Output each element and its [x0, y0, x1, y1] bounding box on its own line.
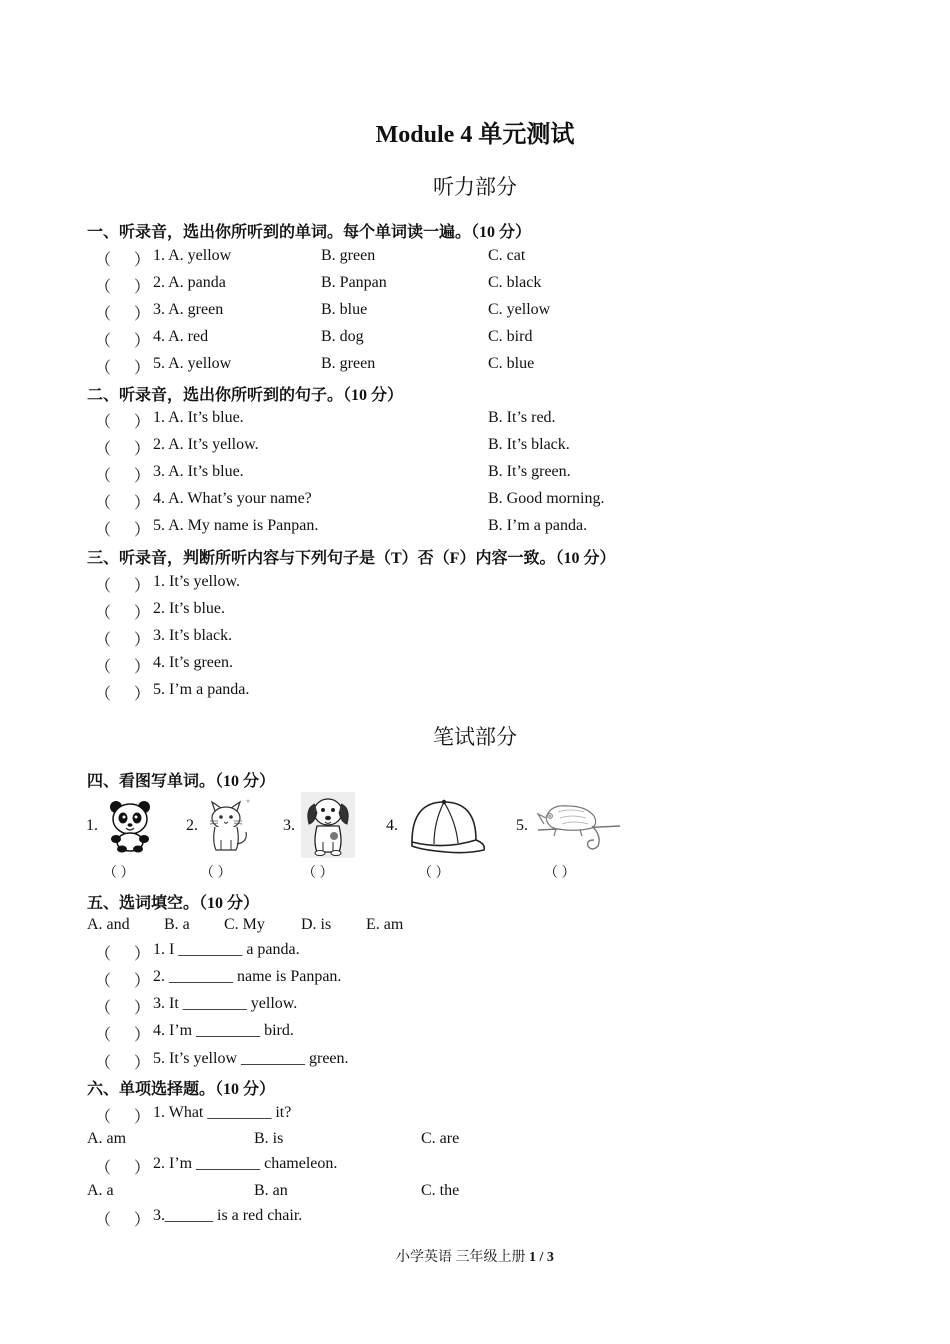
- answer-paren-close: ）: [134, 414, 151, 431]
- page-title: Module 4 单元测试: [375, 122, 575, 148]
- s1-row-5: [87, 355, 887, 377]
- answer-paren-close: ）: [134, 279, 151, 296]
- option-b: B. It’s black.: [488, 436, 570, 453]
- option-b: B. Panpan: [321, 274, 387, 291]
- section-1-heading: 一、听录音，选出你所听到的单词。每个单词读一遍。（10 分）: [87, 224, 532, 241]
- option-a: 4. A. What’s your name?: [153, 490, 312, 507]
- option-c: C. yellow: [488, 301, 551, 318]
- panda-icon: [104, 797, 158, 853]
- question-text: 1. What ________ it?: [153, 1104, 292, 1121]
- s3-row-4: [87, 654, 887, 676]
- word-option: C. My: [224, 916, 265, 933]
- statement-text: 1. It’s yellow.: [153, 573, 240, 590]
- answer-paren-open: （: [95, 1109, 112, 1126]
- option-b: B. an: [254, 1182, 288, 1199]
- s6-question-3: [87, 1207, 887, 1229]
- question-text: 2. I’m ________ chameleon.: [153, 1155, 338, 1172]
- option-b: B. It’s green.: [488, 463, 571, 480]
- option-b: B. green: [321, 355, 376, 372]
- s3-row-1: [87, 573, 887, 595]
- answer-paren-close: ）: [134, 605, 151, 622]
- word-bank: [87, 916, 687, 938]
- fill-sentence: 4. I’m ________ bird.: [153, 1022, 294, 1039]
- s1-row-3: [87, 301, 887, 323]
- statement-text: 5. I’m a panda.: [153, 681, 250, 698]
- s2-row-1: [87, 409, 887, 431]
- answer-paren-close: ）: [134, 1000, 151, 1017]
- answer-paren-open: （: [95, 946, 112, 963]
- answer-paren-open: （: [95, 578, 112, 595]
- s3-row-2: [87, 600, 887, 622]
- s6-question-1: [87, 1104, 887, 1126]
- option-a: A. am: [87, 1130, 127, 1147]
- answer-paren-close: ）: [134, 1160, 151, 1177]
- s5-row-3: [87, 995, 887, 1017]
- answer-paren-close: ）: [134, 1109, 151, 1126]
- answer-blank: （ ）: [200, 866, 232, 881]
- option-c: C. black: [488, 274, 542, 291]
- s5-row-5: [87, 1050, 887, 1072]
- option-a: 3. A. green: [153, 301, 224, 318]
- answer-paren-open: （: [95, 605, 112, 622]
- option-b: B. green: [321, 247, 376, 264]
- answer-paren-open: （: [95, 686, 112, 703]
- answer-paren-close: ）: [134, 659, 151, 676]
- answer-paren-close: ）: [134, 1055, 151, 1072]
- s2-row-4: [87, 490, 887, 512]
- answer-paren-close: ）: [134, 306, 151, 323]
- option-c: C. blue: [488, 355, 535, 372]
- answer-blank: （ ）: [302, 866, 334, 881]
- picture-number: 2.: [186, 817, 198, 834]
- s1-row-2: [87, 274, 887, 296]
- answer-paren-close: ）: [134, 632, 151, 649]
- answer-paren-open: （: [95, 1160, 112, 1177]
- option-b: B. is: [254, 1130, 284, 1147]
- answer-paren-open: （: [95, 441, 112, 458]
- s3-row-5: [87, 681, 887, 703]
- dog-icon: [301, 792, 355, 858]
- fill-sentence: 3. It ________ yellow.: [153, 995, 298, 1012]
- option-a: 1. A. yellow: [153, 247, 232, 264]
- answer-paren-open: （: [95, 522, 112, 539]
- answer-paren-open: （: [95, 632, 112, 649]
- picture-number: 5.: [516, 817, 528, 834]
- option-b: B. Good morning.: [488, 490, 605, 507]
- s2-row-2: [87, 436, 887, 458]
- option-a: 5. A. yellow: [153, 355, 232, 372]
- option-a: A. a: [87, 1182, 114, 1199]
- answer-paren-close: ）: [134, 441, 151, 458]
- option-b: B. blue: [321, 301, 368, 318]
- question-text: 3.______ is a red chair.: [153, 1207, 303, 1224]
- answer-paren-close: ）: [134, 360, 151, 377]
- section-3-heading: 三、听录音，判断所听内容与下列句子是（T）否（F）内容一致。（10 分）: [87, 550, 616, 567]
- answer-paren-close: ）: [134, 686, 151, 703]
- section-4-heading: 四、看图写单词。（10 分）: [87, 773, 276, 790]
- s2-row-5: [87, 517, 887, 539]
- word-option: A. and: [87, 916, 130, 933]
- option-c: C. bird: [488, 328, 533, 345]
- option-a: 1. A. It’s blue.: [153, 409, 244, 426]
- answer-paren-close: ）: [134, 495, 151, 512]
- page-footer: [0, 1246, 950, 1266]
- page-number: 1 / 3: [529, 1250, 554, 1265]
- answer-paren-close: ）: [134, 468, 151, 485]
- answer-paren-open: （: [95, 1000, 112, 1017]
- answer-paren-open: （: [95, 279, 112, 296]
- answer-blank: （ ）: [103, 866, 135, 881]
- fill-sentence: 1. I ________ a panda.: [153, 941, 300, 958]
- s6-options-2: [87, 1182, 587, 1204]
- word-option: D. is: [301, 916, 332, 933]
- statement-text: 3. It’s black.: [153, 627, 233, 644]
- option-a: 2. A. It’s yellow.: [153, 436, 259, 453]
- answer-paren-open: （: [95, 1027, 112, 1044]
- answer-paren-open: （: [95, 1055, 112, 1072]
- option-a: 2. A. panda: [153, 274, 226, 291]
- option-c: C. the: [421, 1182, 460, 1199]
- picture-number: 4.: [386, 817, 398, 834]
- section-6-heading: 六、单项选择题。（10 分）: [87, 1081, 276, 1098]
- answer-paren-open: （: [95, 468, 112, 485]
- s1-row-4: [87, 328, 887, 350]
- answer-paren-open: （: [95, 360, 112, 377]
- picture-number: 1.: [86, 817, 98, 834]
- option-b: B. It’s red.: [488, 409, 556, 426]
- answer-paren-close: ）: [134, 252, 151, 269]
- option-c: C. cat: [488, 247, 526, 264]
- answer-blank: （ ）: [418, 866, 450, 881]
- word-option: B. a: [164, 916, 190, 933]
- listening-title: 听力部分: [433, 175, 517, 199]
- section-2-heading: 二、听录音，选出你所听到的句子。（10 分）: [87, 387, 404, 404]
- s5-row-1: [87, 941, 887, 963]
- statement-text: 2. It’s blue.: [153, 600, 225, 617]
- footer-text: 小学英语 三年级上册: [396, 1250, 530, 1265]
- s1-row-1: [87, 247, 887, 269]
- option-c: C. are: [421, 1130, 460, 1147]
- answer-paren-close: ）: [134, 578, 151, 595]
- option-a: 4. A. red: [153, 328, 209, 345]
- option-a: 3. A. It’s blue.: [153, 463, 244, 480]
- option-a: 5. A. My name is Panpan.: [153, 517, 319, 534]
- answer-paren-open: （: [95, 252, 112, 269]
- answer-paren-close: ）: [134, 333, 151, 350]
- statement-text: 4. It’s green.: [153, 654, 233, 671]
- cat-icon: [202, 796, 254, 854]
- s5-row-4: [87, 1022, 887, 1044]
- section-5-heading: 五、选词填空。（10 分）: [87, 895, 260, 912]
- answer-paren-close: ）: [134, 946, 151, 963]
- answer-paren-close: ）: [134, 522, 151, 539]
- answer-paren-open: （: [95, 1212, 112, 1229]
- fill-sentence: 5. It’s yellow ________ green.: [153, 1050, 349, 1067]
- writing-title: 笔试部分: [433, 725, 517, 749]
- answer-blank: （ ）: [544, 866, 576, 881]
- answer-paren-open: （: [95, 495, 112, 512]
- option-b: B. I’m a panda.: [488, 517, 588, 534]
- answer-paren-close: ）: [134, 973, 151, 990]
- s3-row-3: [87, 627, 887, 649]
- answer-paren-open: （: [95, 306, 112, 323]
- picture-number: 3.: [283, 817, 295, 834]
- word-option: E. am: [366, 916, 404, 933]
- answer-paren-open: （: [95, 333, 112, 350]
- fill-sentence: 2. ________ name is Panpan.: [153, 968, 342, 985]
- s5-row-2: [87, 968, 887, 990]
- answer-paren-open: （: [95, 659, 112, 676]
- answer-paren-open: （: [95, 414, 112, 431]
- s6-options-1: [87, 1130, 587, 1152]
- cap-icon: [406, 796, 488, 856]
- answer-paren-close: ）: [134, 1212, 151, 1229]
- s6-question-2: [87, 1155, 887, 1177]
- s2-row-3: [87, 463, 887, 485]
- answer-paren-close: ）: [134, 1027, 151, 1044]
- chameleon-icon: [536, 796, 622, 854]
- option-b: B. dog: [321, 328, 364, 345]
- answer-paren-open: （: [95, 973, 112, 990]
